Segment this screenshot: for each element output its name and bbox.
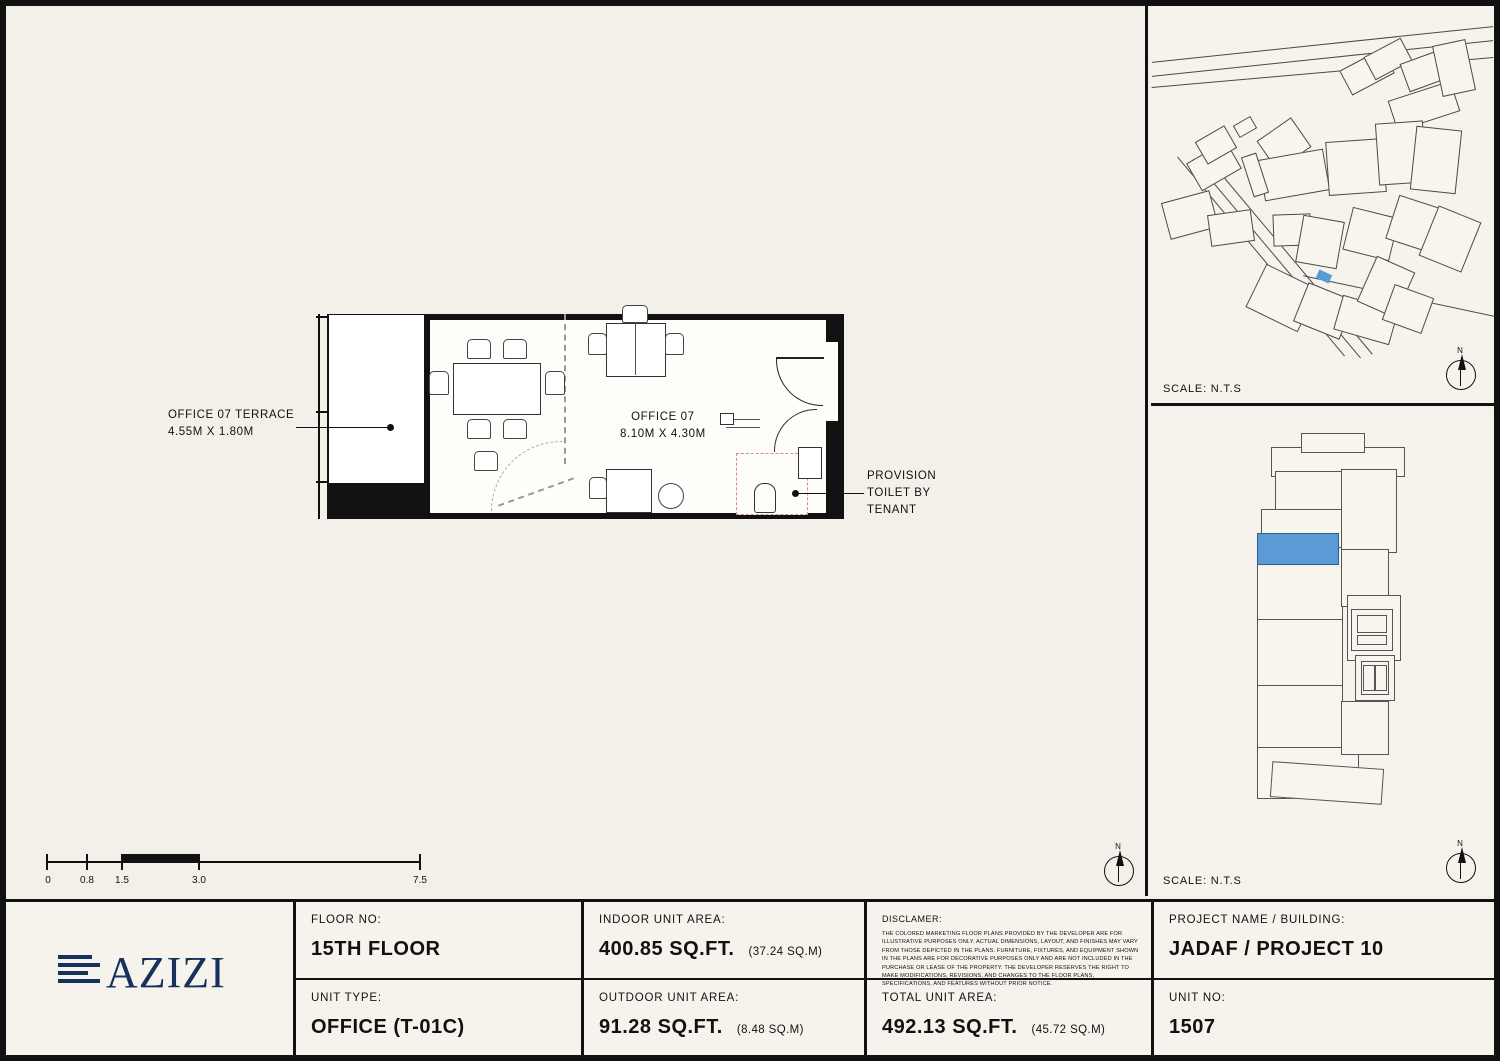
north-label: N <box>1457 346 1463 355</box>
divider <box>581 902 584 1058</box>
unit-type-label: UNIT TYPE: <box>311 992 382 1004</box>
meeting-table <box>453 363 541 415</box>
glazing-tick <box>316 481 327 483</box>
entry-door-leaf <box>776 357 824 359</box>
provision-leader-line <box>798 493 864 494</box>
terrace-label-dims: 4.55M X 1.80M <box>168 426 254 438</box>
divider <box>864 902 867 1058</box>
logo-bars-icon <box>58 955 100 991</box>
scale-tick <box>86 854 88 870</box>
key-block <box>1301 433 1365 453</box>
floor-no-label: FLOOR NO: <box>311 914 382 926</box>
wall-solid-right-top <box>826 314 844 342</box>
site-plan-scale: SCALE: N.T.S <box>1163 383 1242 395</box>
cabinet-fixture <box>798 447 822 479</box>
site-block <box>1233 116 1257 138</box>
key-lift-shaft <box>1363 665 1375 691</box>
scale-block <box>121 854 198 862</box>
terrace-leader-dot <box>387 424 394 431</box>
divider <box>293 902 296 1058</box>
north-label: N <box>1457 839 1463 848</box>
scale-label: 3.0 <box>192 875 206 886</box>
total-area-metric: (45.72 SQ.M) <box>1031 1024 1106 1036</box>
total-area-label: TOTAL UNIT AREA: <box>882 992 998 1004</box>
chair <box>665 333 684 355</box>
counter-line <box>726 427 760 428</box>
site-block <box>1410 126 1462 194</box>
chair <box>503 339 527 359</box>
title-block <box>6 899 1494 1055</box>
north-stem <box>1460 368 1461 386</box>
chair <box>622 305 648 323</box>
chair <box>467 419 491 439</box>
disclaimer-text: THE COLORED MARKETING FLOOR PLANS PROVIDED BY THE DEVELOPER ARE FOR ILLUSTRATIVE PURPOSES ONLY. ACTUAL DIMENSIONS, LAYOUT, AND FINISHES MAY VARY FROM THOSE DEPICTED IN THE PLANS. FURNITURE, FIXTURES, AND EQUIPMENT SHOWN IN THE PLANS ARE FOR DECORATIVE PURPOSES ONLY AND ARE NOT INCLUDED IN THE PURCHASE OR LEASE OF THE PROPERTY. THE DEVELOPER RESERVES THE RIGHT TO MAKE MODIFICATIONS, REVISIONS, AND CHANGES TO THE FLOOR PLANS, SPECIFICATIONS, AND FEATURES WITHOUT PRIOR NOTICE. <box>882 931 1139 988</box>
glazing-tick <box>316 411 327 413</box>
terrace-label-title: OFFICE 07 TERRACE <box>168 409 295 421</box>
indoor-area-metric: (37.24 SQ.M) <box>748 946 823 958</box>
wall-solid-right <box>826 421 844 519</box>
provision-toilet-label <box>867 468 936 519</box>
outdoor-area-label: OUTDOOR UNIT AREA: <box>599 992 740 1004</box>
scale-tick <box>419 854 421 870</box>
disclaimer-cell <box>882 914 1144 989</box>
key-block <box>1257 685 1343 751</box>
outdoor-area-value: 91.28 SQ.FT. <box>599 1016 723 1038</box>
floor-no-cell <box>311 914 440 961</box>
indoor-area-cell <box>599 914 822 961</box>
unit-no-cell <box>1169 992 1226 1039</box>
provision-line-3: TENANT <box>867 504 917 516</box>
north-arrow-key <box>1443 841 1477 887</box>
scale-bar <box>46 851 426 891</box>
north-label: N <box>1115 842 1121 851</box>
logo-text: AZIZI <box>106 948 226 997</box>
scale-label: 7.5 <box>413 875 427 886</box>
chair <box>429 371 449 395</box>
chair-round <box>658 483 684 509</box>
office-label <box>620 409 706 443</box>
provision-leader-dot <box>792 490 799 497</box>
divider <box>1151 902 1154 1058</box>
site-block <box>1295 215 1345 270</box>
divider <box>293 978 864 980</box>
scale-label: 0.8 <box>80 875 94 886</box>
north-stem <box>1460 861 1461 879</box>
provision-line-1: PROVISION <box>867 470 937 482</box>
key-stair <box>1357 635 1387 645</box>
site-block <box>1207 209 1255 247</box>
chair <box>467 339 491 359</box>
outdoor-area-cell <box>599 992 804 1039</box>
key-block <box>1341 701 1389 755</box>
provision-line-2: TOILET BY <box>867 487 931 499</box>
scale-tick <box>46 854 48 870</box>
indoor-area-label: INDOOR UNIT AREA: <box>599 914 726 926</box>
desk <box>606 469 652 513</box>
disclaimer-title: DISCLAMER: <box>882 914 943 924</box>
floor-no-value: 15TH FLOOR <box>311 938 441 960</box>
key-plan-scale: SCALE: N.T.S <box>1163 875 1242 887</box>
project-label: PROJECT NAME / BUILDING: <box>1169 914 1346 926</box>
right-column <box>1151 6 1494 896</box>
key-plan-panel <box>1151 409 1494 896</box>
outdoor-area-metric: (8.48 SQ.M) <box>736 1024 804 1036</box>
indoor-area-value: 400.85 SQ.FT. <box>599 938 735 960</box>
terrace-leader-line <box>296 427 388 428</box>
key-block <box>1270 761 1384 805</box>
desk-divider <box>635 323 636 375</box>
north-arrow-site <box>1443 348 1477 394</box>
terrace-glazing <box>318 314 329 519</box>
total-area-cell <box>882 992 1105 1039</box>
unit-type-value: OFFICE (T-01C) <box>311 1016 465 1038</box>
azizi-logo <box>58 947 268 1001</box>
project-value: JADAF / PROJECT 10 <box>1169 938 1384 960</box>
chair <box>503 419 527 439</box>
unit-type-cell <box>311 992 465 1039</box>
main-plan-area <box>6 6 1148 896</box>
scale-bar-line <box>46 861 421 863</box>
office-label-title: OFFICE 07 <box>631 411 695 423</box>
key-lift-shaft <box>1375 665 1387 691</box>
sink-fixture <box>720 413 734 425</box>
wc-fixture <box>754 483 776 513</box>
unit-no-value: 1507 <box>1169 1016 1216 1038</box>
chair <box>545 371 565 395</box>
chair <box>474 451 498 471</box>
north-stem <box>1118 864 1119 882</box>
office-label-dims: 8.10M X 4.30M <box>620 428 706 440</box>
scale-tick <box>198 854 200 870</box>
divider <box>1151 978 1494 980</box>
glazing-tick <box>316 316 327 318</box>
scale-label: 0 <box>45 875 51 886</box>
north-arrow-plan <box>1101 844 1135 890</box>
key-stair <box>1357 615 1387 633</box>
total-area-value: 492.13 SQ.FT. <box>882 1016 1018 1038</box>
key-plan-highlight-unit <box>1257 533 1339 565</box>
scale-label: 1.5 <box>115 875 129 886</box>
key-block <box>1257 619 1343 689</box>
terrace-solid-wall <box>320 483 430 519</box>
unit-no-label: UNIT NO: <box>1169 992 1226 1004</box>
chair <box>588 333 607 355</box>
project-cell <box>1169 914 1384 961</box>
key-block <box>1341 469 1397 553</box>
desk-cluster <box>606 323 666 377</box>
site-plan-panel <box>1151 6 1494 406</box>
terrace-label <box>168 407 294 441</box>
chair <box>589 477 607 499</box>
